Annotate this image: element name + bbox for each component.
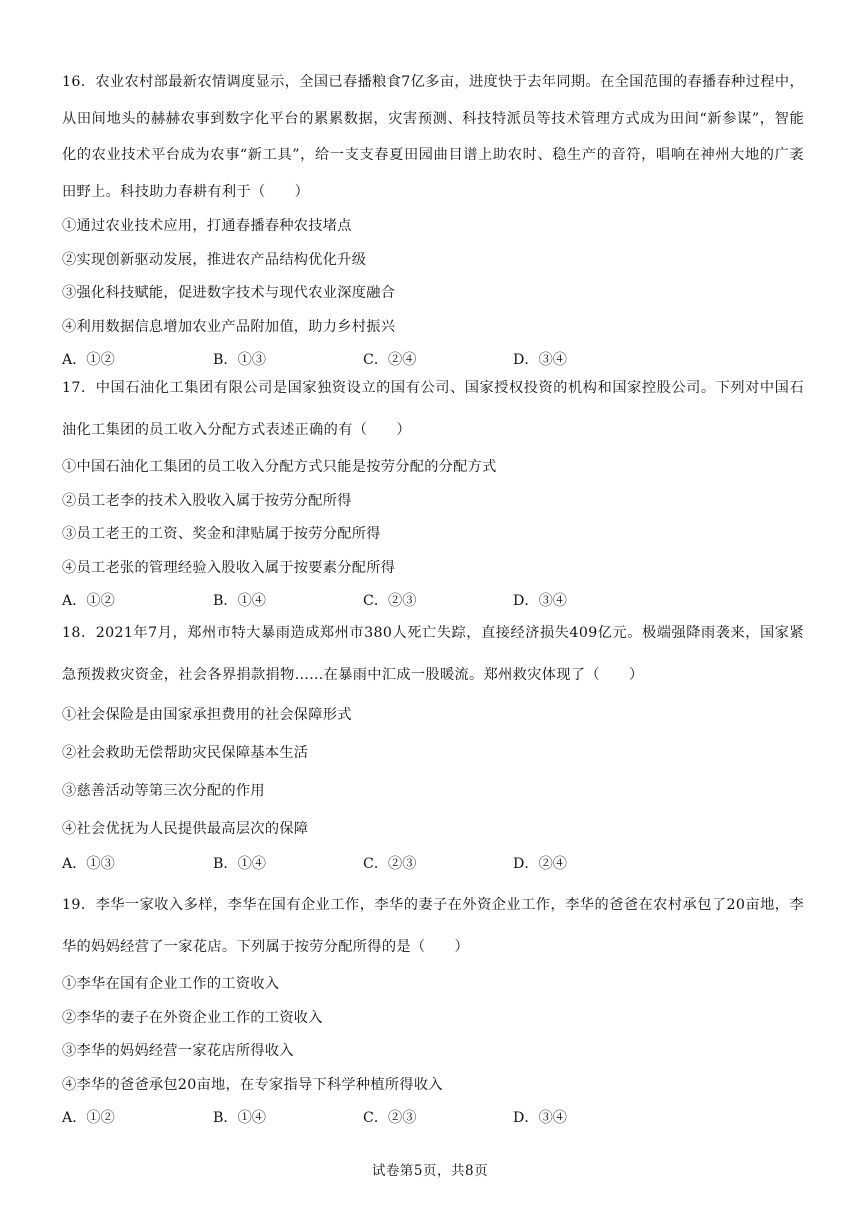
option-2: ②员工老李的技术入股收入属于按劳分配所得 — [62, 492, 352, 509]
choice-d[interactable]: D．③④ — [513, 1110, 567, 1126]
question-19 — [62, 884, 804, 1135]
choice-a[interactable]: A．①② — [62, 352, 115, 368]
choice-d[interactable]: D．③④ — [513, 593, 567, 609]
option-1: ①社会保险是由国家承担费用的社会保障形式 — [62, 707, 352, 723]
question-stem: 16．农业农村部最新农情调度显示，全国已春播粮食7亿多亩，进度快于去年同期。在全国范围的春播春种过程中，从田间地头的赫赫农事到数字化平台的累累数据，灾害预测、科技特派员等技术管理方式成为田间“新参谋”，智能化的农业技术平台成为农事“新工具”，给一支支春夏田园曲目谱上助农时、稳生产的音符，唱响在神州大地的广袤田野上。科技助力春耕有利于（ ） — [62, 74, 804, 200]
option-1: ①通过农业技术应用，打通春播春种农技堵点 — [62, 218, 352, 234]
choice-d[interactable]: D．③④ — [513, 352, 567, 368]
option-1: ①李华在国有企业工作的工资收入 — [62, 976, 280, 992]
option-2: ②社会救助无偿帮助灾民保障基本生活 — [62, 745, 309, 761]
option-2: ②李华的妻子在外资企业工作的工资收入 — [62, 1009, 323, 1026]
choice-a[interactable]: A．①② — [62, 1110, 115, 1126]
choice-c[interactable]: C．②③ — [363, 1110, 417, 1126]
question-stem: 18．2021年7月，郑州市特大暴雨造成郑州市380人死亡失踪，直接经济损失409亿元。极端强降雨袭来，国家紧急预拨救灾资金，社会各界捐款捐物……在暴雨中汇成一股暖流。郑州救灾体现了（ ） — [62, 625, 804, 683]
question-17 — [62, 367, 804, 618]
option-3: ③员工老王的工资、奖金和津贴属于按劳分配所得 — [62, 526, 381, 542]
answer-choices — [62, 848, 804, 881]
question-18 — [62, 612, 804, 881]
page-footer: 试卷第5页，共8页 — [371, 1163, 489, 1179]
option-3: ③慈善活动等第三次分配的作用 — [62, 783, 265, 799]
answer-choices — [62, 1102, 804, 1135]
option-1: ①中国石油化工集团的员工收入分配方式只能是按劳分配的分配方式 — [62, 459, 497, 475]
choice-d[interactable]: D．②④ — [513, 856, 567, 872]
choice-b[interactable]: B．①④ — [213, 856, 266, 872]
option-4: ④员工老张的管理经验入股收入属于按要素分配所得 — [62, 559, 396, 576]
question-stem: 19．李华一家收入多样，李华在国有企业工作，李华的妻子在外资企业工作，李华的爸爸在农村承包了20亩地，李华的妈妈经营了一家花店。下列属于按劳分配所得的是（ ） — [62, 897, 804, 955]
option-3: ③李华的妈妈经营一家花店所得收入 — [62, 1043, 294, 1059]
choice-c[interactable]: C．②③ — [363, 856, 417, 872]
option-4: ④社会优抚为人民提供最高层次的保障 — [62, 821, 309, 837]
question-stem: 17．中国石油化工集团有限公司是国家独资设立的国有公司、国家授权投资的机构和国家控股公司。下列对中国石油化工集团的员工收入分配方式表述正确的有（ ） — [62, 380, 804, 438]
question-16 — [62, 64, 804, 377]
choice-a[interactable]: A．①② — [62, 593, 115, 609]
option-2: ②实现创新驱动发展，推进农产品结构优化升级 — [62, 251, 367, 268]
option-4: ④李华的爸爸承包20亩地，在专家指导下科学种植所得收入 — [62, 1076, 443, 1093]
choice-b[interactable]: B．①④ — [213, 1110, 266, 1126]
option-3: ③强化科技赋能，促进数字技术与现代农业深度融合 — [62, 285, 396, 301]
choice-c[interactable]: C．②③ — [363, 593, 417, 609]
choice-b[interactable]: B．①④ — [213, 593, 266, 609]
choice-b[interactable]: B．①③ — [213, 352, 266, 368]
choice-c[interactable]: C．②④ — [363, 352, 417, 368]
option-4: ④利用数据信息增加农业产品附加值，助力乡村振兴 — [62, 318, 396, 335]
choice-a[interactable]: A．①③ — [62, 856, 115, 872]
